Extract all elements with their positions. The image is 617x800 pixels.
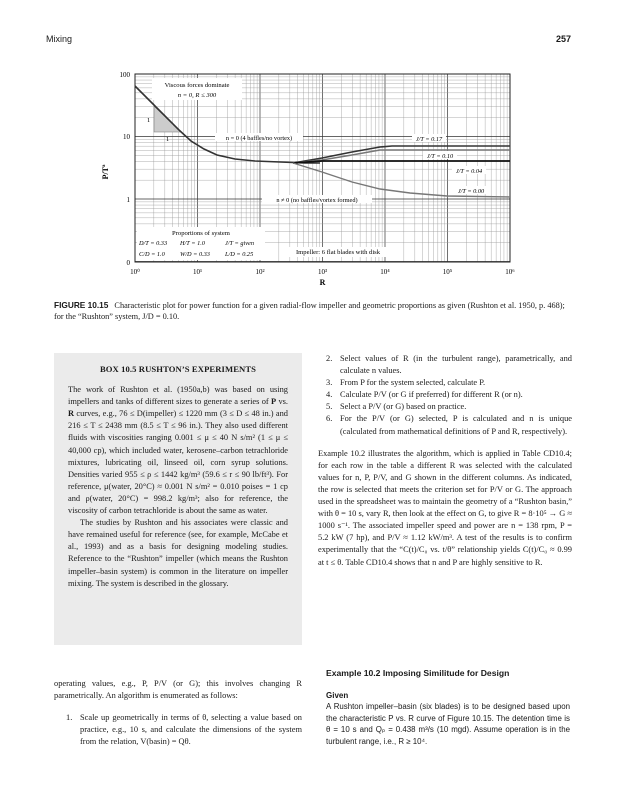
baffles-label: n = 0 (4 baffles/no vortex) — [225, 135, 293, 142]
ytick-0: 0 — [126, 259, 130, 267]
svg-text:10²: 10² — [255, 268, 265, 276]
svg-text:10³: 10³ — [317, 268, 328, 276]
list-item: 6. For the P/V (or G) selected, P is calculated and n is unique (calculated from mathematical definitions of P and R, respectively). — [326, 414, 572, 436]
x-tick-labels — [130, 268, 515, 276]
proportions-title: Proportions of system — [172, 230, 230, 237]
algorithm-intro: operating values, e.g., P, P/V (or G); this involves changing R parametrically. An algorithm is enumerated as follows: — [54, 679, 302, 701]
y-axis-label: P/Tª — [101, 164, 110, 180]
box-10-5 — [54, 353, 302, 645]
jt-017-label: J/T = 0.17 — [415, 136, 443, 143]
figure-caption — [54, 300, 574, 322]
given-heading: Given — [326, 690, 349, 700]
box-title: BOX 10.5 RUSHTON’S EXPERIMENTS — [99, 364, 257, 374]
svg-text:10⁵: 10⁵ — [442, 268, 453, 276]
svg-text:J/T = given: J/T = given — [225, 240, 254, 247]
jt-000-label: J/T = 0.00 — [457, 188, 485, 195]
svg-text:10¹: 10¹ — [192, 268, 203, 276]
svg-text:W/D = 0.33: W/D = 0.33 — [180, 251, 210, 258]
svg-text:L/D = 0.25: L/D = 0.25 — [225, 251, 254, 258]
list-item: 4. Calculate P/V (or G if preferred) for different R (or n). — [326, 390, 523, 400]
example-10-2 — [326, 668, 570, 748]
viscous-label-2: n = 0, R ≤ 300 — [177, 92, 217, 99]
no-baffles-label: n ≠ 0 (no baffles/vortex formed) — [276, 197, 358, 204]
ytick-1: 1 — [126, 196, 130, 204]
box-paragraph-2: The studies by Rushton and his associates were classic and have remained useful for reference (see, for example, McCabe et al., 1993) and as a basis for designing modeling studies. Reference to the “Rushton” impeller (which means the Rushton impeller–basin system) is common in the literature on impeller mixing. The system is described in the glossary. — [68, 518, 288, 588]
jt-004-label: J/T = 0.04 — [455, 168, 483, 175]
svg-text:10⁰: 10⁰ — [130, 268, 140, 276]
list-item: 2. Select values of R (in the turbulent range), parametrically, and calculate n values. — [326, 354, 572, 376]
running-head — [46, 34, 571, 48]
figure-10-15-chart — [80, 62, 560, 290]
jt-010-label: J/T = 0.10 — [426, 153, 454, 160]
left-column-text — [54, 678, 302, 748]
svg-text:H/T = 1.0: H/T = 1.0 — [180, 240, 205, 247]
list-item: 1. Scale up geometrically in terms of θ, selecting a value based on practice, e.g., 10 s, and calculate the dimensions of the system from the relation, V(basin) = Qθ. — [66, 713, 302, 747]
example-title: Example 10.2 Imposing Similitude for Design — [326, 668, 510, 678]
algorithm-list-right — [318, 353, 572, 438]
svg-text:C/D = 1.0: C/D = 1.0 — [139, 251, 165, 258]
ytick-10: 10 — [123, 133, 130, 141]
box-paragraph-1: The work of Rushton et al. (1950a,b) was based on using impellers and tanks of different sizes to generate a series of P vs. R curves, e.g., 76 ≤ D(impeller) ≤ 1220 mm (3 ≤ D ≤ 48 in.) and 216 ≤ T ≤ 2438 mm (8.5 ≤ T ≤ 96 in.). They also used different fluids with viscosities ranging 0.001 ≤ μ ≤ 40 N s/m² (1 ≤ μ ≤ 40,000 cp), which included water, kerosene–carbon tetrachloride mixtures, lubricating oil, linseed oil, corn syrup solutions. Densities varied 955 ≤ ρ ≤ 1442 kg/m³ (59.6 ≤ r ≤ 90 lb/ft³). For reference, μ(water, 20°C) ≈ 0.001 N s/m² = 0.010 poises = 1 cp and ρ(water, 20°C) = 998.2 kg/m³; also for reference, the viscosity of carbon tetrachloride is about the same as water. — [68, 385, 288, 516]
given-text: A Rushton impeller–basin (six blades) is to be designed based upon the characteristic P vs. R curve of Figure 10.15. The detention time is θ = 10 s and Qₚ = 0.438 m³/s (10 mgd). Assume operation is in the turbulent range, i.e., R ≥ 10⁴. — [326, 702, 570, 746]
section-title: Mixing — [46, 34, 73, 44]
svg-text:1: 1 — [166, 136, 170, 143]
ytick-100: 100 — [119, 71, 130, 79]
list-item: 3. From P for the system selected, calculate P. — [326, 378, 486, 388]
svg-text:10⁶: 10⁶ — [505, 268, 515, 276]
figure-caption-text: Characteristic plot for power function for a given radial-flow impeller and geometric proportions as given (Rushton et al. 1950, p. 468); for the “Rushton” system, J/D = 0.10. — [54, 301, 565, 321]
svg-text:D/T = 0.33: D/T = 0.33 — [139, 240, 168, 247]
viscous-label-1: Viscous forces dominate — [164, 82, 230, 89]
page-number: 257 — [555, 34, 571, 44]
example-discussion-paragraph: Example 10.2 illustrates the algorithm, which is applied in Table CD10.4; for each row in the table a different R was selected with the calculated values for n, P, P/V, and G shown in the different columns. As indicated, the row is selected that meets the criterion set for P/V or G. The approach used in the spreadsheet was to maintain the geometry of a “Rushton basin,” with θ = 10 s, vary R, then look at the effect on G, to give R = 8·10⁵ → G ≈ 1000 s⁻¹. The associated impeller speed and power are n = 138 rpm, P = 5.2 kW (7 hp), and P/V ≈ 1.12 kW/m³. A test of the results is to confirm experimentally that the “C(t)/C₀ vs. t/θ” relationship yields C(t)/C₀ ≈ 0.99 at t ≤ θ. Table CD10.4 shows that n and P are highly sensitive to R. — [318, 448, 572, 567]
impeller-label: Impeller: 6 flat blades with disk — [295, 249, 381, 256]
list-item: 5. Select a P/V (or G) based on practice. — [326, 402, 467, 412]
svg-text:10⁴: 10⁴ — [380, 268, 390, 276]
right-column-text — [318, 353, 572, 569]
figure-label: FIGURE 10.15 — [54, 300, 109, 310]
x-axis-label: R — [319, 278, 326, 287]
svg-text:1: 1 — [147, 117, 151, 124]
algorithm-list-left — [54, 712, 302, 748]
